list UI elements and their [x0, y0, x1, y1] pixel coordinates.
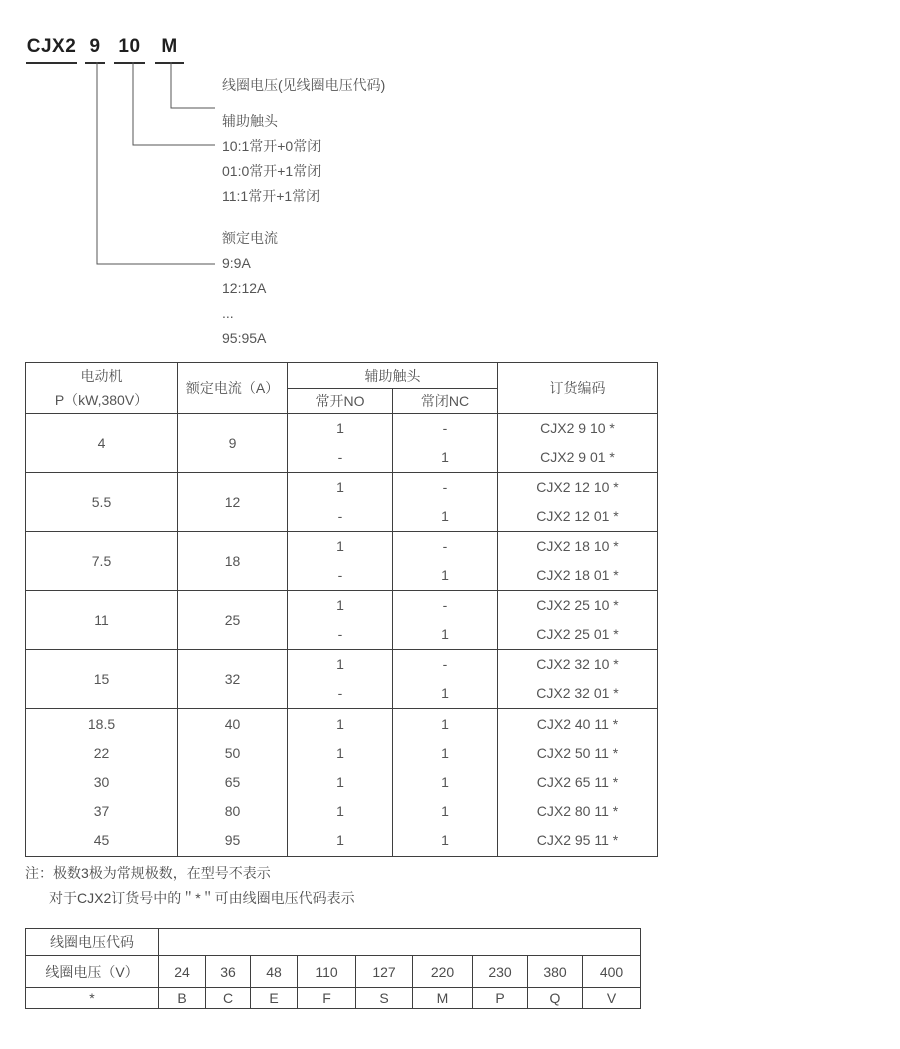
label-current-item: 95:95A	[222, 330, 267, 346]
order-code-cell: CJX2 12 10 * CJX2 12 01 *	[498, 473, 658, 532]
voltage-code-row	[26, 988, 641, 1009]
coil-voltage-label: 线圈电压（V）	[26, 956, 159, 988]
label-current-item: 9:9A	[222, 255, 251, 271]
label-current-heading: 额定电流	[222, 230, 278, 246]
header-rated-current: 额定电流（A）	[178, 363, 288, 414]
order-code-cell: CJX2 9 10 * CJX2 9 01 *	[498, 414, 658, 473]
order-code-cell: CJX2 18 10 * CJX2 18 01 *	[498, 532, 658, 591]
current-cell: 25	[178, 591, 288, 650]
note-line: 注：极数3极为常规极数，在型号不表示	[25, 865, 271, 881]
power-cell: 11	[26, 591, 178, 650]
label-aux-item: 01:0常开+1常闭	[222, 163, 322, 179]
model-segment-voltage: M	[155, 36, 184, 64]
table-row	[26, 591, 658, 650]
note-line: 对于CJX2订货号中的＂*＂可由线圈电压代码表示	[49, 890, 355, 906]
order-code-cell: CJX2 32 10 * CJX2 32 01 *	[498, 650, 658, 709]
power-cell: 15	[26, 650, 178, 709]
voltage-value: 24	[159, 956, 206, 988]
label-aux-item: 10:1常开+0常闭	[222, 138, 322, 154]
table-row	[26, 414, 658, 473]
header-nc: 常闭NC	[393, 389, 498, 414]
designation-connector-lines	[0, 0, 900, 360]
model-segment-aux: 10	[114, 36, 145, 64]
header-motor-line1: 电动机	[80, 368, 123, 384]
nc-cell: - 1	[393, 473, 498, 532]
power-cell: 18.5 22 30 37 45	[26, 709, 178, 857]
voltage-code: C	[206, 988, 251, 1009]
coil-voltage-code-table	[25, 928, 641, 1009]
voltage-code-label-row	[26, 929, 641, 956]
ordering-table	[25, 362, 658, 857]
current-cell: 32	[178, 650, 288, 709]
no-cell: 1 -	[288, 532, 393, 591]
order-code-cell: CJX2 25 10 * CJX2 25 01 *	[498, 591, 658, 650]
voltage-value: 230	[473, 956, 528, 988]
current-cell: 9	[178, 414, 288, 473]
star-label: *	[26, 988, 159, 1009]
voltage-value: 220	[413, 956, 473, 988]
current-cell: 18	[178, 532, 288, 591]
voltage-code: M	[413, 988, 473, 1009]
model-segment-current: 9	[85, 36, 105, 64]
voltage-value-row	[26, 956, 641, 988]
voltage-code: F	[298, 988, 356, 1009]
no-cell: 1 -	[288, 473, 393, 532]
header-no: 常开NO	[288, 389, 393, 414]
header-aux-contact: 辅助触头	[288, 363, 498, 389]
table-row	[26, 473, 658, 532]
table-header-row	[26, 363, 658, 389]
header-order-code: 订货编码	[498, 363, 658, 414]
label-aux-heading: 辅助触头	[222, 113, 278, 129]
voltage-code: Q	[528, 988, 583, 1009]
no-cell: 1 1 1 1 1	[288, 709, 393, 857]
coil-voltage-code-label: 线圈电压代码	[26, 929, 159, 956]
label-aux-item: 11:1常开+1常闭	[222, 188, 321, 204]
nc-cell: - 1	[393, 591, 498, 650]
voltage-value: 380	[528, 956, 583, 988]
notes	[25, 861, 355, 911]
voltage-code: V	[583, 988, 641, 1009]
current-cell: 12	[178, 473, 288, 532]
voltage-value: 110	[298, 956, 356, 988]
label-current-item: 12:12A	[222, 280, 267, 296]
voltage-code: P	[473, 988, 528, 1009]
nc-cell: 1 1 1 1 1	[393, 709, 498, 857]
voltage-code: E	[251, 988, 298, 1009]
table-row	[26, 709, 658, 857]
power-cell: 7.5	[26, 532, 178, 591]
nc-cell: - 1	[393, 414, 498, 473]
model-segment-series: CJX2	[26, 36, 77, 64]
nc-cell: - 1	[393, 650, 498, 709]
header-motor-line2: P（kW,380V）	[54, 392, 149, 408]
power-cell: 4	[26, 414, 178, 473]
table-row	[26, 650, 658, 709]
no-cell: 1 -	[288, 650, 393, 709]
voltage-code: S	[356, 988, 413, 1009]
label-coil-voltage: 线圈电压(见线圈电压代码)	[222, 77, 386, 93]
voltage-value: 36	[206, 956, 251, 988]
empty-cell	[159, 929, 641, 956]
model-designation-diagram	[0, 0, 900, 360]
current-cell: 40 50 65 80 95	[178, 709, 288, 857]
voltage-value: 48	[251, 956, 298, 988]
table-row	[26, 532, 658, 591]
nc-cell: - 1	[393, 532, 498, 591]
order-code-cell: CJX2 40 11 * CJX2 50 11 * CJX2 65 11 * CJX2 80 11 * CJX2 95 11 *	[498, 709, 658, 857]
voltage-value: 127	[356, 956, 413, 988]
no-cell: 1 -	[288, 414, 393, 473]
voltage-code: B	[159, 988, 206, 1009]
header-motor	[26, 363, 178, 414]
label-current-item: ...	[222, 305, 234, 321]
voltage-value: 400	[583, 956, 641, 988]
no-cell: 1 -	[288, 591, 393, 650]
power-cell: 5.5	[26, 473, 178, 532]
